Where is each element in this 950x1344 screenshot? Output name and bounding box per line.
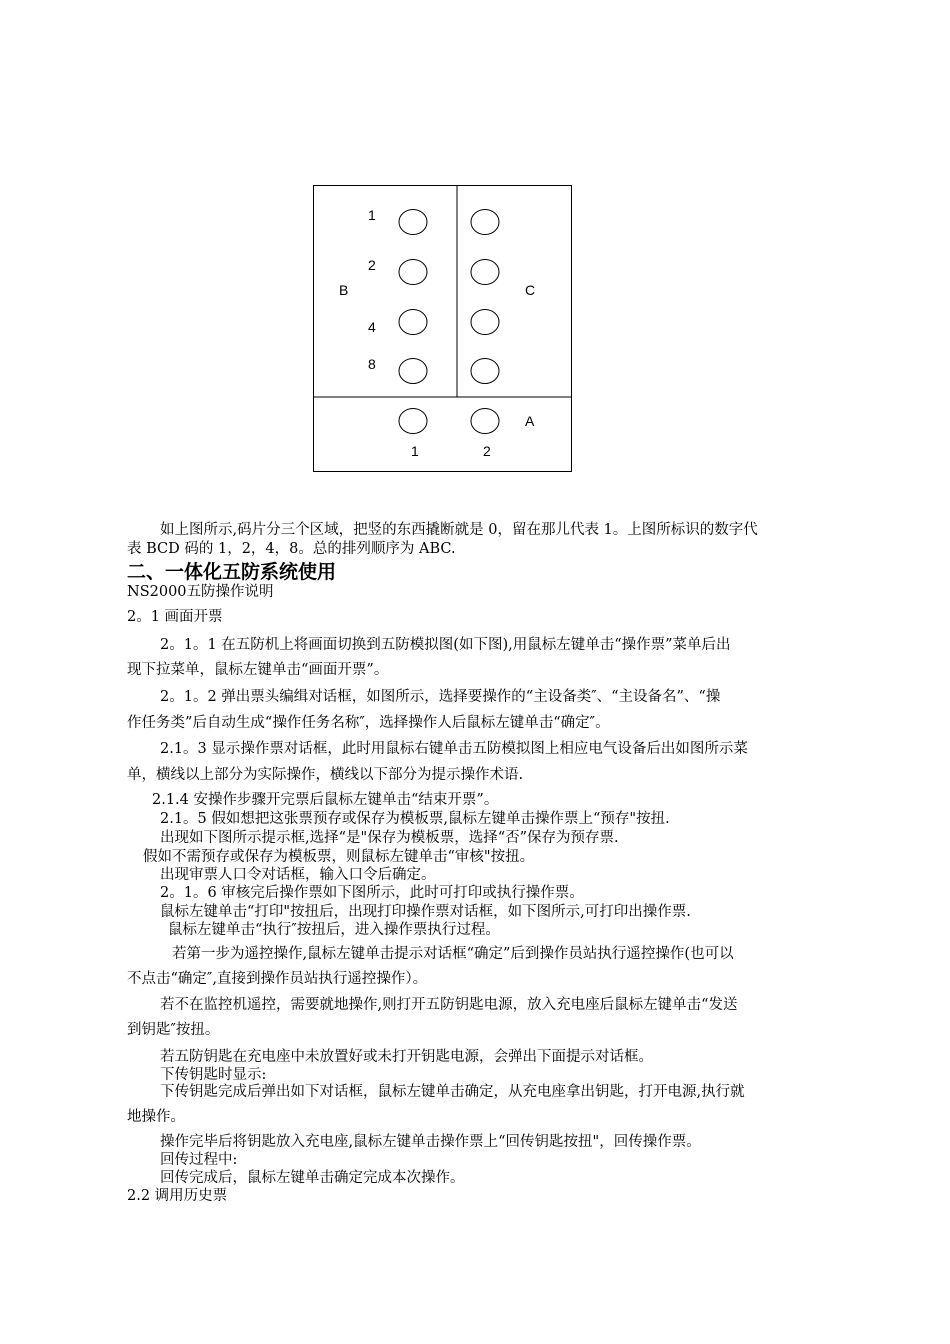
subsection-2-1: 2。1 画面开票 bbox=[127, 609, 223, 625]
text-local-line-2: 到钥匙″按扭。 bbox=[127, 1022, 220, 1038]
chip-pin-b8 bbox=[399, 359, 427, 384]
text-download-done-line-2: 地操作。 bbox=[127, 1109, 185, 1125]
chip-pin-a1 bbox=[399, 409, 427, 434]
chip-pin-c4 bbox=[471, 310, 499, 335]
step-2-1-1-line-1: 2。1。1 在五防机上将画面切换到五防模拟图(如下图),用鼠标左键单击“操作票”菜单后出 bbox=[160, 637, 731, 653]
chip-pin-b4 bbox=[399, 310, 427, 335]
section-subtitle: NS2000五防操作说明 bbox=[127, 584, 274, 600]
subsection-2-2: 2.2 调用历史票 bbox=[127, 1188, 228, 1204]
region-a-label: A bbox=[525, 413, 535, 429]
text-local-line-1: 若不在监控机遥控，需要就地操作,则打开五防钥匙电源，放入充电座后鼠标左键单击“发送 bbox=[160, 997, 738, 1013]
bottom-label-2: 2 bbox=[483, 443, 491, 459]
text-line-save-prompt: 出现如下图所示提示框,选择“是"保存为模板票，选择“否”保存为预存票. bbox=[160, 830, 619, 846]
chip-pin-a2 bbox=[471, 409, 499, 434]
step-2-1-6: 2。1。6 审核完后操作票如下图所示，此时可打印或执行操作票。 bbox=[160, 885, 584, 901]
text-download-showing: 下传钥匙时显示: bbox=[160, 1067, 267, 1083]
step-2-1-3-line-2: 单，横线以上部分为实际操作，横线以下部分为提示操作术语. bbox=[127, 767, 524, 783]
region-b-label: B bbox=[339, 282, 349, 298]
chip-pin-c2 bbox=[471, 260, 499, 285]
code-chip-diagram bbox=[313, 185, 572, 472]
text-line-password: 出现审票人口令对话框，输入口令后确定。 bbox=[160, 867, 436, 883]
intro-line-1: 如上图所示,码片分三个区域，把竖的东西撬断就是 0，留在那儿代表 1。上图所标识的数字代 bbox=[160, 522, 758, 538]
chip-pin-c1 bbox=[471, 210, 499, 235]
text-returning: 回传过程中: bbox=[160, 1152, 238, 1168]
text-line-review: 假如不需预存或保存为模板票，则鼠标左键单击“审核"按扭。 bbox=[143, 849, 535, 865]
region-c-label: C bbox=[525, 282, 536, 298]
step-2-1-1-line-2: 现下拉菜单，鼠标左键单击“画面开票”。 bbox=[127, 662, 389, 678]
chip-pin-b2 bbox=[399, 260, 427, 285]
text-line-print: 鼠标左键单击“打印"按扭后，出现打印操作票对话框，如下图所示,可打印出操作票. bbox=[160, 904, 691, 920]
intro-line-2: 表 BCD 码的 1，2，4，8。总的排列顺序为 ABC. bbox=[127, 541, 456, 557]
step-2-1-2-line-2: 作任务类”后自动生成“操作任务名称″，选择操作人后鼠标左键单击“确定″。 bbox=[127, 715, 610, 731]
row-label-1: 1 bbox=[368, 207, 376, 223]
step-2-1-2-line-1: 2。1。2 弹出票头编缉对话框，如图所示，选择要操作的“主设备类″、“主设备名”、“操 bbox=[160, 689, 721, 705]
chip-pin-b1 bbox=[399, 210, 427, 235]
text-return-key: 操作完毕后将钥匙放入充电座,鼠标左键单击操作票上“回传钥匙按扭"，回传操作票。 bbox=[160, 1134, 701, 1150]
row-label-2: 2 bbox=[368, 257, 376, 273]
text-return-done: 回传完成后，鼠标左键单击确定完成本次操作。 bbox=[160, 1170, 465, 1186]
row-label-4: 4 bbox=[368, 319, 376, 335]
section-heading: 二、一体化五防系统使用 bbox=[127, 561, 337, 583]
text-line-execute: 鼠标左键单击“执行″按扭后，进入操作票执行过程。 bbox=[168, 922, 500, 938]
text-download-done-line-1: 下传钥匙完成后弹出如下对话框，鼠标左键单击确定，从充电座拿出钥匙，打开电源,执行就 bbox=[160, 1084, 745, 1100]
bottom-label-1: 1 bbox=[411, 443, 419, 459]
text-remote-line-1: 若第一步为遥控操作,鼠标左键单击提示对话框“确定”后到操作员站执行遥控操作(也可以 bbox=[172, 946, 734, 962]
step-2-1-3-line-1: 2.1。3 显示操作票对话框，此时用鼠标右键单击五防模拟图上相应电气设备后出如图所示菜 bbox=[160, 741, 748, 757]
text-key-not-ready: 若五防钥匙在充电座中未放置好或未打开钥匙电源，会弹出下面提示对话框。 bbox=[160, 1049, 653, 1065]
step-2-1-5: 2.1。5 假如想把这张票预存或保存为模板票,鼠标左键单击操作票上“预存"按扭. bbox=[160, 811, 670, 827]
step-2-1-4: 2.1.4 安操作步骤开完票后鼠标左键单击“结束开票”。 bbox=[152, 792, 499, 808]
row-label-8: 8 bbox=[368, 356, 376, 372]
text-remote-line-2: 不点击“确定″,直接到操作员站执行遥控操作）。 bbox=[127, 971, 428, 987]
chip-pin-c8 bbox=[471, 359, 499, 384]
